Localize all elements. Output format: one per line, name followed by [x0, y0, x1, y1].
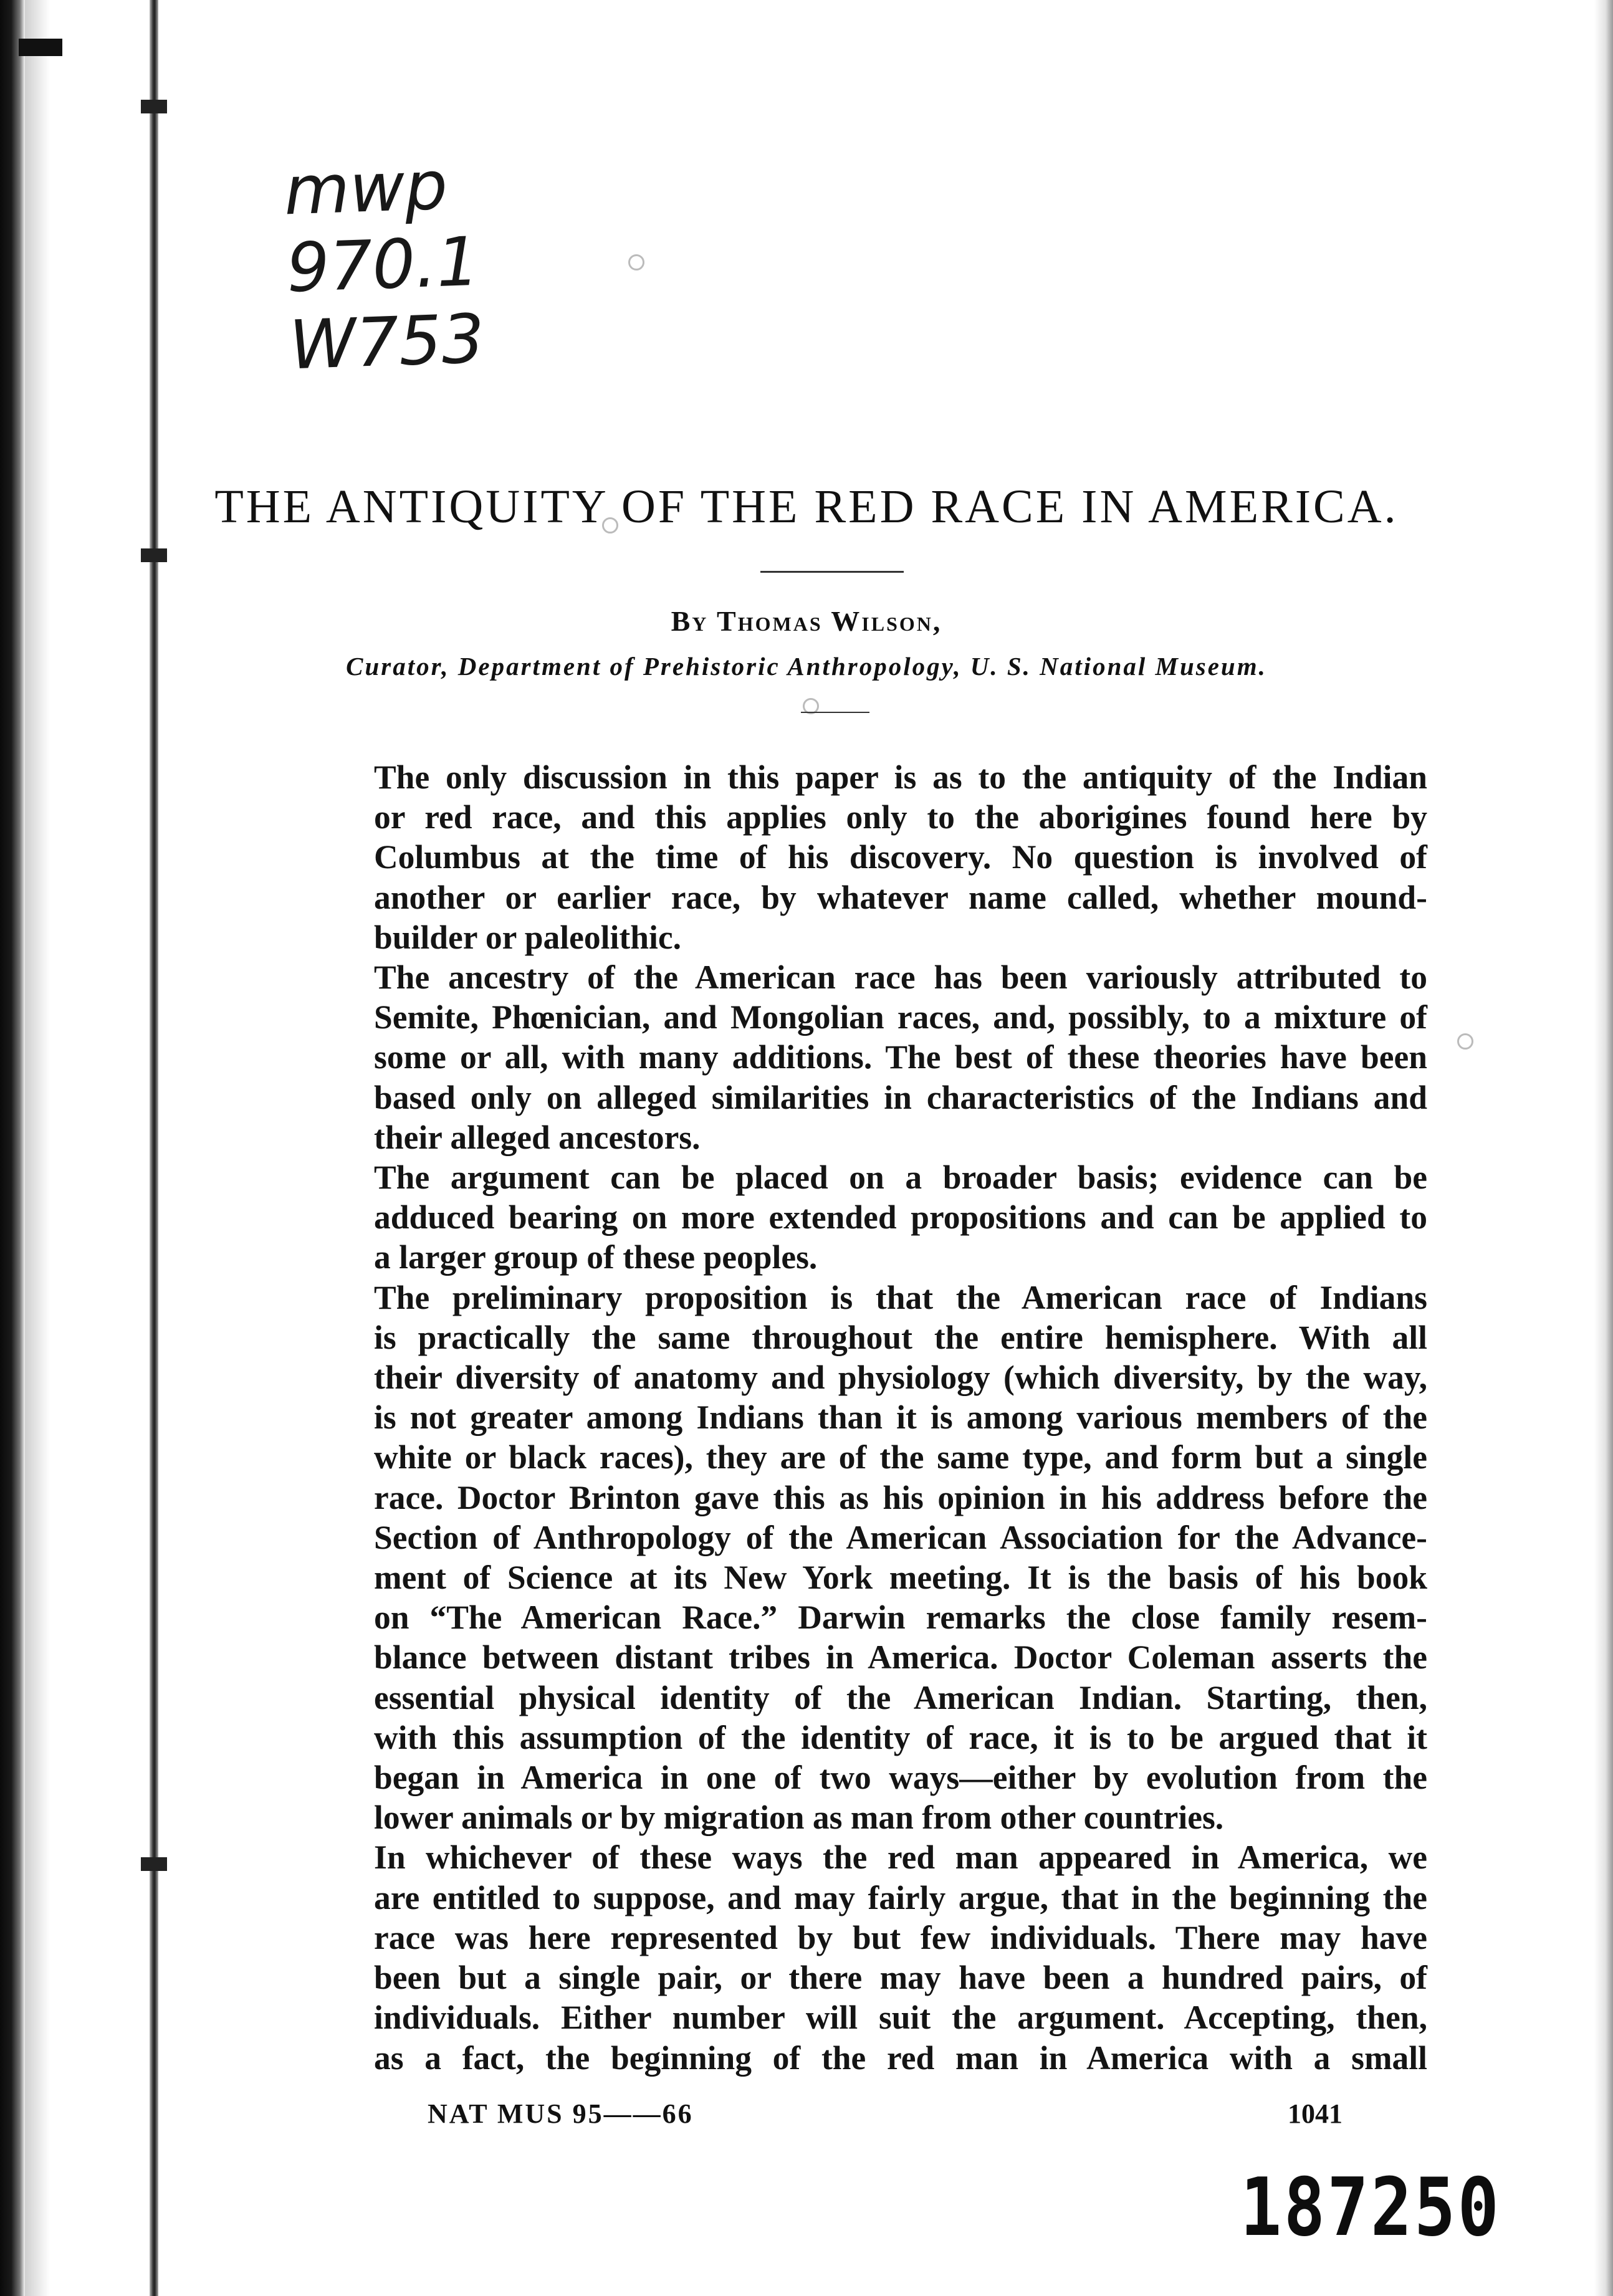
text-line: began in America in one of two ways—either by evolution from the — [374, 1759, 1427, 1797]
text-line: race. Doctor Brinton gave this as his opinion in his address before the — [374, 1478, 1427, 1516]
text-line: are entitled to suppose, and may fairly argue, that in the beginning the — [374, 1878, 1427, 1916]
author-affiliation: Curator, Department of Prehistoric Anthropology, U. S. National Museum. — [346, 652, 1267, 681]
text-line: The argument can be placed on a broader basis; evidence can be — [374, 1159, 1427, 1197]
text-line: lower animals or by migration as man from other countries. — [374, 1799, 1224, 1837]
paragraph — [374, 1278, 1427, 1838]
text-line: Semite, Phœnician, and Mongolian races, and, possibly, to a mixture of — [374, 998, 1427, 1036]
title-rule — [760, 571, 904, 573]
text-line: is not greater among Indians than it is among various members of the — [374, 1399, 1427, 1437]
call-number-line: mwp — [282, 146, 449, 231]
punch-hole-mark — [628, 254, 644, 270]
punch-hole-mark — [1457, 1033, 1473, 1050]
paragraph — [374, 1837, 1427, 2077]
scan-edge-shadow — [25, 0, 50, 2296]
text-line: essential physical identity of the American Indian. Starting, then, — [374, 1678, 1427, 1716]
text-line: is practically the same throughout the entire hemisphere. With all — [374, 1318, 1427, 1356]
text-line: some or all, with many additions. The best of these theories have been — [374, 1038, 1427, 1076]
text-line: Columbus at the time of his discovery. No question is involved of — [374, 838, 1427, 876]
paragraph — [374, 757, 1427, 957]
binding-notch — [141, 548, 167, 562]
text-line: a larger group of these peoples. — [374, 1238, 818, 1276]
paragraph — [374, 957, 1427, 1157]
binding-notch — [141, 100, 167, 113]
text-line: white or black races), they are of the same type, and form but a single — [374, 1438, 1427, 1476]
scan-edge-left — [0, 0, 25, 2296]
text-line: Section of Anthropology of the American Association for the Advance- — [374, 1518, 1427, 1556]
affiliation-rule — [801, 712, 869, 713]
article-body — [374, 757, 1427, 2078]
text-line: been but a single pair, or there may have been a hundred pairs, of — [374, 1959, 1427, 1997]
text-line: another or earlier race, by whatever name called, whether mound- — [374, 878, 1427, 916]
signature-mark: NAT MUS 95——66 — [428, 2098, 694, 2129]
text-line: The preliminary proposition is that the American race of Indians — [374, 1278, 1427, 1316]
text-line: individuals. Either number will suit the argument. Accepting, then, — [374, 1999, 1427, 2037]
scan-edge-right — [1594, 0, 1613, 2296]
text-line: builder or paleolithic. — [374, 918, 681, 956]
text-line: In whichever of these ways the red man appeared in America, we — [374, 1839, 1427, 1877]
paragraph — [374, 1157, 1427, 1278]
author-byline: By Thomas Wilson, — [671, 605, 942, 637]
text-line: ment of Science at its New York meeting. It is the basis of his book — [374, 1559, 1427, 1597]
text-line: their alleged ancestors. — [374, 1118, 701, 1156]
text-line: as a fact, the beginning of the red man in America with a small — [374, 2039, 1427, 2077]
text-line: their diversity of anatomy and physiology (which diversity, by the way, — [374, 1359, 1427, 1397]
text-line: based only on alleged similarities in characteristics of the Indians and — [374, 1078, 1427, 1116]
article-title: THE ANTIQUITY OF THE RED RACE IN AMERICA. — [214, 481, 1399, 533]
text-line: adduced bearing on more extended propositions and can be applied to — [374, 1198, 1427, 1236]
text-line: or red race, and this applies only to the aborigines found here by — [374, 798, 1427, 836]
accession-stamp: 187250 — [1240, 2161, 1501, 2254]
call-number-line: 970.1 — [285, 222, 481, 308]
scan-mark — [19, 39, 62, 56]
text-line: blance between distant tribes in America. Doctor Coleman asserts the — [374, 1638, 1427, 1677]
binding-notch — [141, 1857, 167, 1871]
text-line: The only discussion in this paper is as to the antiquity of the Indian — [374, 758, 1427, 796]
binding-edge — [150, 0, 158, 2296]
page-number: 1041 — [1288, 2098, 1343, 2129]
text-line: race was here represented by but few individuals. There may have — [374, 1918, 1427, 1956]
text-line: The ancestry of the American race has been variously attributed to — [374, 959, 1427, 997]
handwritten-call-number — [283, 146, 486, 385]
text-line: on “The American Race.” Darwin remarks the close family resem- — [374, 1599, 1427, 1637]
text-line: with this assumption of the identity of race, it is to be argued that it — [374, 1718, 1427, 1756]
call-number-line: W753 — [288, 300, 486, 385]
